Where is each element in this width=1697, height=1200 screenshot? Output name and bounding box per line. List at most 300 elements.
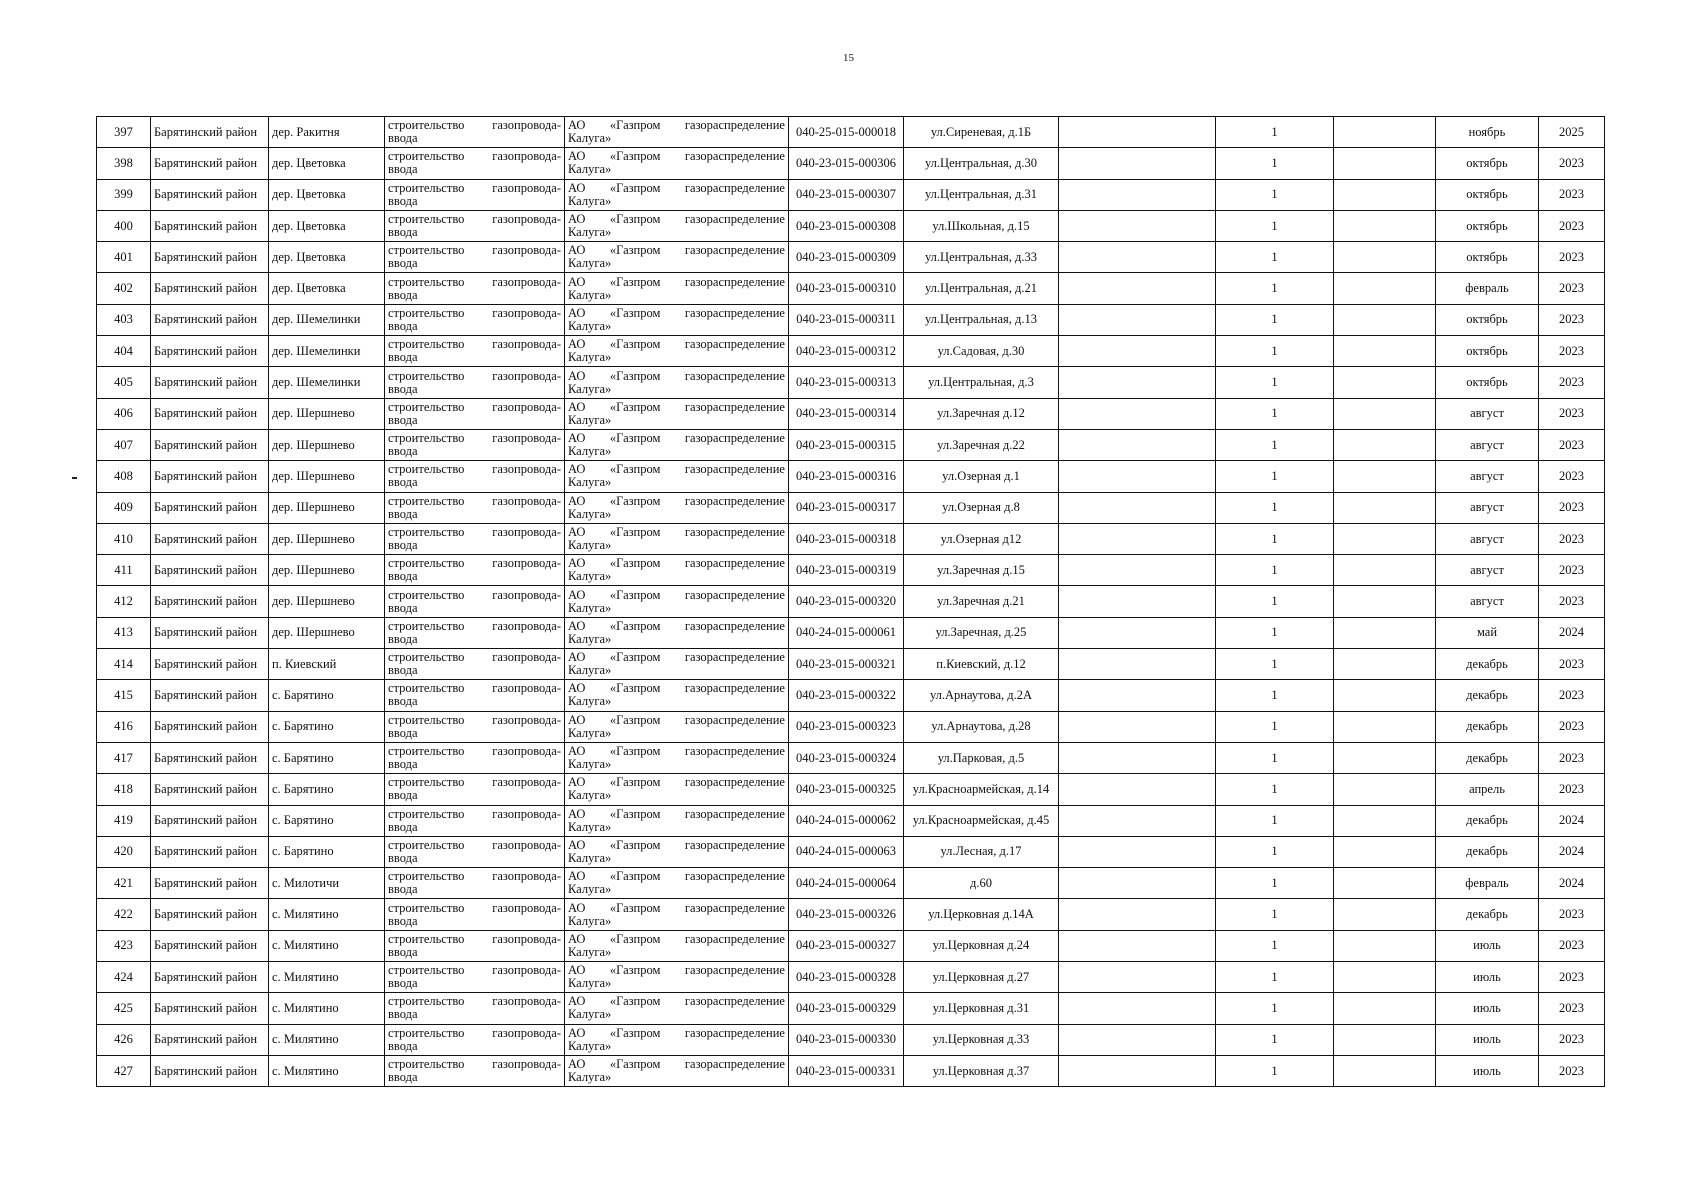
- month-cell: декабрь: [1436, 680, 1539, 711]
- work-3-text: ввода: [388, 256, 418, 271]
- month-cell: февраль: [1436, 868, 1539, 899]
- org-3-text: газораспределение: [684, 650, 785, 665]
- object-code-cell: 040-23-015-000308: [789, 210, 904, 241]
- empty-cell: [1059, 242, 1216, 273]
- object-code-cell: 040-23-015-000324: [789, 742, 904, 773]
- year-cell: 2023: [1539, 336, 1605, 367]
- district-cell: Барятинский район: [151, 523, 269, 554]
- object-code-cell: 040-23-015-000313: [789, 367, 904, 398]
- work-3-text: ввода: [388, 976, 418, 991]
- org-4-text: Калуга»: [568, 350, 612, 365]
- month-cell: ноябрь: [1436, 117, 1539, 148]
- table-row: [97, 805, 1605, 836]
- row-number: 399: [97, 179, 151, 210]
- district-cell: Барятинский район: [151, 680, 269, 711]
- org-4-text: Калуга»: [568, 819, 612, 834]
- work-3-text: ввода: [388, 381, 418, 396]
- quantity-cell: 1: [1216, 179, 1334, 210]
- locality-cell: дер. Ракитня: [269, 117, 385, 148]
- row-number: 419: [97, 805, 151, 836]
- district-cell: Барятинский район: [151, 117, 269, 148]
- organization-cell: [565, 836, 789, 867]
- address-cell: ул.Заречная д.22: [904, 429, 1059, 460]
- org-4-text: Калуга»: [568, 193, 612, 208]
- organization-cell: [565, 805, 789, 836]
- year-cell: 2024: [1539, 805, 1605, 836]
- work-1-text: строительство: [388, 618, 465, 633]
- empty-cell: [1334, 962, 1436, 993]
- quantity-cell: 1: [1216, 523, 1334, 554]
- work-1-text: строительство: [388, 399, 465, 414]
- table-row: [97, 461, 1605, 492]
- org-3-text: газораспределение: [684, 681, 785, 696]
- empty-cell: [1334, 398, 1436, 429]
- organization-cell: [565, 242, 789, 273]
- organization-cell: [565, 711, 789, 742]
- registry-rows: [97, 117, 1605, 1087]
- org-1-text: АО: [568, 149, 586, 164]
- quantity-cell: 1: [1216, 117, 1334, 148]
- locality-cell: с. Барятино: [269, 805, 385, 836]
- work-type-cell: [385, 680, 565, 711]
- org-4-text: Калуга»: [568, 725, 612, 740]
- district-cell: Барятинский район: [151, 210, 269, 241]
- empty-cell: [1059, 805, 1216, 836]
- district-cell: Барятинский район: [151, 805, 269, 836]
- row-number: 422: [97, 899, 151, 930]
- empty-cell: [1334, 242, 1436, 273]
- work-1-text: строительство: [388, 525, 465, 539]
- month-cell: июль: [1436, 962, 1539, 993]
- work-type-cell: [385, 962, 565, 993]
- district-cell: Барятинский район: [151, 1055, 269, 1086]
- work-type-cell: [385, 336, 565, 367]
- address-cell: ул.Заречная д.15: [904, 555, 1059, 586]
- object-code-cell: 040-23-015-000319: [789, 555, 904, 586]
- org-1-text: АО: [568, 1025, 586, 1040]
- work-3-text: ввода: [388, 1038, 418, 1053]
- work-2-text: газопровода-: [492, 900, 561, 915]
- org-3-text: газораспределение: [684, 775, 785, 790]
- district-cell: Барятинский район: [151, 993, 269, 1024]
- empty-cell: [1059, 492, 1216, 523]
- org-2-text: «Газпром: [609, 149, 661, 164]
- org-4-text: Калуга»: [568, 475, 612, 490]
- quantity-cell: 1: [1216, 461, 1334, 492]
- work-3-text: ввода: [388, 1070, 418, 1085]
- row-number: 402: [97, 273, 151, 304]
- work-2-text: газопровода-: [492, 337, 561, 352]
- work-type-cell: [385, 273, 565, 304]
- org-1-text: АО: [568, 399, 586, 414]
- org-1-text: АО: [568, 775, 586, 790]
- locality-cell: п. Киевский: [269, 649, 385, 680]
- org-4-text: Калуга»: [568, 412, 612, 427]
- row-number: 398: [97, 148, 151, 179]
- object-code-cell: 040-24-015-000063: [789, 836, 904, 867]
- org-1-text: АО: [568, 587, 586, 602]
- org-3-text: газораспределение: [684, 493, 785, 508]
- org-4-text: Калуга»: [568, 538, 612, 552]
- work-type-cell: [385, 117, 565, 148]
- row-number: 415: [97, 680, 151, 711]
- registry-table: [96, 116, 1605, 1087]
- work-3-text: ввода: [388, 631, 418, 646]
- org-2-text: «Газпром: [609, 431, 661, 446]
- empty-cell: [1059, 117, 1216, 148]
- quantity-cell: 1: [1216, 930, 1334, 961]
- work-2-text: газопровода-: [492, 869, 561, 884]
- row-number: 404: [97, 336, 151, 367]
- organization-cell: [565, 336, 789, 367]
- organization-cell: [565, 148, 789, 179]
- work-type-cell: [385, 774, 565, 805]
- address-cell: ул.Арнаутова, д.28: [904, 711, 1059, 742]
- work-1-text: строительство: [388, 837, 465, 852]
- organization-cell: [565, 398, 789, 429]
- empty-cell: [1059, 962, 1216, 993]
- org-1-text: АО: [568, 462, 586, 477]
- row-number: 420: [97, 836, 151, 867]
- org-2-text: «Газпром: [609, 681, 661, 696]
- work-type-cell: [385, 429, 565, 460]
- work-3-text: ввода: [388, 162, 418, 177]
- year-cell: 2023: [1539, 523, 1605, 554]
- work-2-text: газопровода-: [492, 118, 561, 133]
- work-type-cell: [385, 617, 565, 648]
- work-3-text: ввода: [388, 225, 418, 240]
- org-4-text: Калуга»: [568, 1007, 612, 1022]
- empty-cell: [1059, 930, 1216, 961]
- org-3-text: газораспределение: [684, 963, 785, 978]
- org-2-text: «Газпром: [609, 744, 661, 759]
- table-row: [97, 210, 1605, 241]
- empty-cell: [1334, 742, 1436, 773]
- object-code-cell: 040-23-015-000310: [789, 273, 904, 304]
- organization-cell: [565, 774, 789, 805]
- org-4-text: Калуга»: [568, 569, 612, 584]
- address-cell: ул.Церковная д.37: [904, 1055, 1059, 1086]
- org-2-text: «Газпром: [609, 556, 661, 571]
- locality-cell: дер. Цветовка: [269, 210, 385, 241]
- month-cell: октябрь: [1436, 336, 1539, 367]
- table-row: [97, 774, 1605, 805]
- row-number: 416: [97, 711, 151, 742]
- work-1-text: строительство: [388, 587, 465, 602]
- organization-cell: [565, 304, 789, 335]
- org-1-text: АО: [568, 837, 586, 852]
- empty-cell: [1059, 899, 1216, 930]
- work-1-text: строительство: [388, 994, 465, 1009]
- empty-cell: [1059, 586, 1216, 617]
- org-3-text: газораспределение: [684, 1025, 785, 1040]
- org-1-text: АО: [568, 337, 586, 352]
- object-code-cell: 040-23-015-000315: [789, 429, 904, 460]
- work-2-text: газопровода-: [492, 493, 561, 508]
- org-2-text: «Газпром: [609, 869, 661, 884]
- address-cell: ул.Арнаутова, д.2А: [904, 680, 1059, 711]
- org-3-text: газораспределение: [684, 180, 785, 195]
- org-2-text: «Газпром: [609, 118, 661, 133]
- org-3-text: газораспределение: [684, 712, 785, 727]
- org-3-text: газораспределение: [684, 431, 785, 446]
- organization-cell: [565, 1055, 789, 1086]
- work-2-text: газопровода-: [492, 556, 561, 571]
- quantity-cell: 1: [1216, 336, 1334, 367]
- empty-cell: [1334, 1024, 1436, 1055]
- org-2-text: «Газпром: [609, 462, 661, 477]
- month-cell: октябрь: [1436, 148, 1539, 179]
- address-cell: ул.Сиреневая, д.1Б: [904, 117, 1059, 148]
- work-1-text: строительство: [388, 712, 465, 727]
- quantity-cell: 1: [1216, 868, 1334, 899]
- work-1-text: строительство: [388, 368, 465, 383]
- org-1-text: АО: [568, 431, 586, 446]
- org-2-text: «Газпром: [609, 1057, 661, 1072]
- empty-cell: [1059, 649, 1216, 680]
- org-1-text: АО: [568, 994, 586, 1009]
- work-2-text: газопровода-: [492, 650, 561, 665]
- year-cell: 2023: [1539, 774, 1605, 805]
- work-3-text: ввода: [388, 913, 418, 928]
- address-cell: ул.Церковная д.14А: [904, 899, 1059, 930]
- work-2-text: газопровода-: [492, 1057, 561, 1072]
- work-2-text: газопровода-: [492, 243, 561, 258]
- locality-cell: с. Барятино: [269, 774, 385, 805]
- locality-cell: дер. Шершнево: [269, 429, 385, 460]
- quantity-cell: 1: [1216, 273, 1334, 304]
- row-number: 405: [97, 367, 151, 398]
- work-type-cell: [385, 148, 565, 179]
- org-2-text: «Газпром: [609, 337, 661, 352]
- table-row: [97, 930, 1605, 961]
- quantity-cell: 1: [1216, 617, 1334, 648]
- district-cell: Барятинский район: [151, 1024, 269, 1055]
- work-type-cell: [385, 492, 565, 523]
- locality-cell: с. Милятино: [269, 993, 385, 1024]
- quantity-cell: 1: [1216, 805, 1334, 836]
- object-code-cell: 040-23-015-000323: [789, 711, 904, 742]
- quantity-cell: 1: [1216, 492, 1334, 523]
- address-cell: ул.Заречная, д.25: [904, 617, 1059, 648]
- quantity-cell: 1: [1216, 993, 1334, 1024]
- org-2-text: «Газпром: [609, 837, 661, 852]
- work-3-text: ввода: [388, 444, 418, 459]
- locality-cell: дер. Шемелинки: [269, 336, 385, 367]
- work-2-text: газопровода-: [492, 1025, 561, 1040]
- empty-cell: [1059, 617, 1216, 648]
- locality-cell: дер. Шершнево: [269, 398, 385, 429]
- empty-cell: [1334, 993, 1436, 1024]
- object-code-cell: 040-24-015-000061: [789, 617, 904, 648]
- work-type-cell: [385, 711, 565, 742]
- work-1-text: строительство: [388, 900, 465, 915]
- district-cell: Барятинский район: [151, 836, 269, 867]
- work-3-text: ввода: [388, 131, 418, 146]
- work-1-text: строительство: [388, 963, 465, 978]
- table-row: [97, 398, 1605, 429]
- empty-cell: [1059, 1024, 1216, 1055]
- work-3-text: ввода: [388, 1007, 418, 1022]
- district-cell: Барятинский район: [151, 742, 269, 773]
- address-cell: ул.Школьная, д.15: [904, 210, 1059, 241]
- table-row: [97, 148, 1605, 179]
- org-4-text: Калуга»: [568, 506, 612, 521]
- district-cell: Барятинский район: [151, 398, 269, 429]
- org-3-text: газораспределение: [684, 556, 785, 571]
- org-2-text: «Газпром: [609, 963, 661, 978]
- work-3-text: ввода: [388, 725, 418, 740]
- address-cell: ул.Церковная д.33: [904, 1024, 1059, 1055]
- district-cell: Барятинский район: [151, 930, 269, 961]
- work-1-text: строительство: [388, 775, 465, 790]
- table-row: [97, 962, 1605, 993]
- empty-cell: [1059, 868, 1216, 899]
- work-2-text: газопровода-: [492, 618, 561, 633]
- address-cell: ул.Центральная, д.13: [904, 304, 1059, 335]
- table-row: [97, 179, 1605, 210]
- address-cell: ул.Лесная, д.17: [904, 836, 1059, 867]
- address-cell: д.60: [904, 868, 1059, 899]
- work-3-text: ввода: [388, 663, 418, 678]
- district-cell: Барятинский район: [151, 429, 269, 460]
- quantity-cell: 1: [1216, 1055, 1334, 1086]
- organization-cell: [565, 868, 789, 899]
- locality-cell: дер. Шершнево: [269, 555, 385, 586]
- org-3-text: газораспределение: [684, 462, 785, 477]
- district-cell: Барятинский район: [151, 962, 269, 993]
- org-3-text: газораспределение: [684, 149, 785, 164]
- org-3-text: газораспределение: [684, 900, 785, 915]
- work-2-text: газопровода-: [492, 212, 561, 227]
- org-1-text: АО: [568, 118, 586, 133]
- empty-cell: [1059, 367, 1216, 398]
- district-cell: Барятинский район: [151, 148, 269, 179]
- org-4-text: Калуга»: [568, 788, 612, 803]
- object-code-cell: 040-23-015-000321: [789, 649, 904, 680]
- row-number: 410: [97, 523, 151, 554]
- year-cell: 2023: [1539, 242, 1605, 273]
- org-3-text: газораспределение: [684, 744, 785, 759]
- object-code-cell: 040-23-015-000325: [789, 774, 904, 805]
- work-1-text: строительство: [388, 274, 465, 289]
- org-2-text: «Газпром: [609, 368, 661, 383]
- work-1-text: строительство: [388, 337, 465, 352]
- locality-cell: дер. Шемелинки: [269, 367, 385, 398]
- locality-cell: с. Милятино: [269, 1024, 385, 1055]
- table-row: [97, 836, 1605, 867]
- org-2-text: «Газпром: [609, 900, 661, 915]
- district-cell: Барятинский район: [151, 649, 269, 680]
- org-4-text: Калуга»: [568, 318, 612, 333]
- year-cell: 2024: [1539, 617, 1605, 648]
- org-1-text: АО: [568, 212, 586, 227]
- address-cell: ул.Церковная д.27: [904, 962, 1059, 993]
- quantity-cell: 1: [1216, 210, 1334, 241]
- district-cell: Барятинский район: [151, 304, 269, 335]
- locality-cell: дер. Цветовка: [269, 179, 385, 210]
- work-3-text: ввода: [388, 694, 418, 709]
- year-cell: 2023: [1539, 1055, 1605, 1086]
- work-type-cell: [385, 805, 565, 836]
- organization-cell: [565, 742, 789, 773]
- address-cell: ул.Церковная д.24: [904, 930, 1059, 961]
- locality-cell: дер. Шемелинки: [269, 304, 385, 335]
- object-code-cell: 040-23-015-000322: [789, 680, 904, 711]
- table-row: [97, 429, 1605, 460]
- month-cell: декабрь: [1436, 742, 1539, 773]
- work-2-text: газопровода-: [492, 963, 561, 978]
- year-cell: 2023: [1539, 899, 1605, 930]
- empty-cell: [1059, 993, 1216, 1024]
- object-code-cell: 040-24-015-000062: [789, 805, 904, 836]
- address-cell: ул.Центральная, д.31: [904, 179, 1059, 210]
- org-3-text: газораспределение: [684, 806, 785, 821]
- org-1-text: АО: [568, 493, 586, 508]
- table-row: [97, 367, 1605, 398]
- organization-cell: [565, 586, 789, 617]
- year-cell: 2023: [1539, 179, 1605, 210]
- work-3-text: ввода: [388, 850, 418, 865]
- empty-cell: [1059, 774, 1216, 805]
- org-4-text: Калуга»: [568, 600, 612, 615]
- object-code-cell: 040-23-015-000316: [789, 461, 904, 492]
- work-2-text: газопровода-: [492, 305, 561, 320]
- quantity-cell: 1: [1216, 304, 1334, 335]
- locality-cell: дер. Шершнево: [269, 523, 385, 554]
- org-4-text: Калуга»: [568, 225, 612, 240]
- quantity-cell: 1: [1216, 836, 1334, 867]
- object-code-cell: 040-24-015-000064: [789, 868, 904, 899]
- org-1-text: АО: [568, 712, 586, 727]
- organization-cell: [565, 649, 789, 680]
- margin-mark: [72, 477, 77, 479]
- table-row: [97, 492, 1605, 523]
- month-cell: август: [1436, 555, 1539, 586]
- work-2-text: газопровода-: [492, 462, 561, 477]
- work-2-text: газопровода-: [492, 931, 561, 946]
- org-1-text: АО: [568, 806, 586, 821]
- year-cell: 2023: [1539, 429, 1605, 460]
- organization-cell: [565, 523, 789, 554]
- month-cell: июль: [1436, 930, 1539, 961]
- organization-cell: [565, 962, 789, 993]
- org-2-text: «Газпром: [609, 1025, 661, 1040]
- empty-cell: [1334, 461, 1436, 492]
- year-cell: 2023: [1539, 273, 1605, 304]
- empty-cell: [1059, 336, 1216, 367]
- object-code-cell: 040-23-015-000326: [789, 899, 904, 930]
- empty-cell: [1334, 117, 1436, 148]
- object-code-cell: 040-23-015-000320: [789, 586, 904, 617]
- org-4-text: Калуга»: [568, 944, 612, 959]
- locality-cell: с. Милотичи: [269, 868, 385, 899]
- org-3-text: газораспределение: [684, 337, 785, 352]
- work-1-text: строительство: [388, 650, 465, 665]
- work-1-text: строительство: [388, 869, 465, 884]
- work-3-text: ввода: [388, 569, 418, 584]
- empty-cell: [1334, 711, 1436, 742]
- empty-cell: [1059, 1055, 1216, 1086]
- table-row: [97, 304, 1605, 335]
- district-cell: Барятинский район: [151, 367, 269, 398]
- org-2-text: «Газпром: [609, 493, 661, 508]
- org-4-text: Калуга»: [568, 913, 612, 928]
- org-1-text: АО: [568, 274, 586, 289]
- address-cell: ул.Парковая, д.5: [904, 742, 1059, 773]
- row-number: 423: [97, 930, 151, 961]
- org-3-text: газораспределение: [684, 118, 785, 133]
